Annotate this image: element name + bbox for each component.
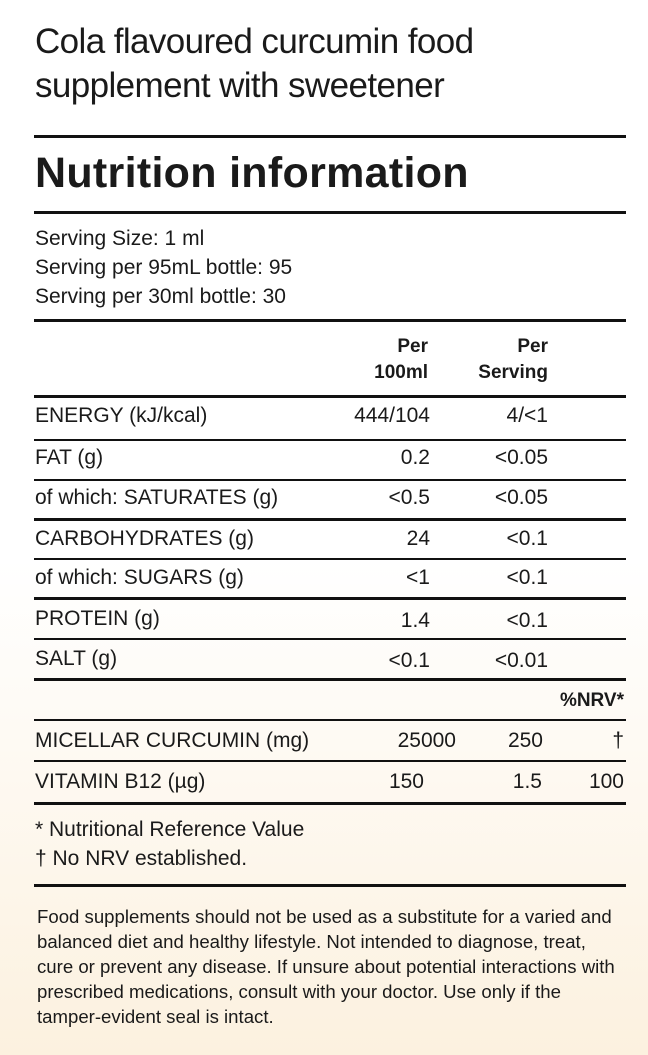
column-header-per-100ml-line-1: Per <box>397 336 428 357</box>
nutrient-serving-salt: <0.01 <box>494 649 548 672</box>
column-header-per-serving <box>478 334 548 386</box>
divider-heading <box>34 211 626 214</box>
divider-row-7 <box>34 678 626 681</box>
serving-info <box>35 224 292 311</box>
disclaimer-text: Food supplements should not be used as a substitute for a varied and balanced diet and healthy lifestyle. Not intended to diagnose, treat, cure or prevent any disease. If unsure about potential interactions with prescribed medications, consult with your doctor. Use only if the tamper-evident seal is intact. <box>37 906 615 1027</box>
active-serving-curcumin: 250 <box>507 729 543 752</box>
nutrient-per100-saturates: <0.5 <box>388 486 430 509</box>
divider-columns <box>34 395 626 398</box>
divider-serving <box>34 319 626 322</box>
nutrient-serving-saturates: <0.05 <box>494 486 548 509</box>
nutrient-serving-sugars: <0.1 <box>506 566 548 589</box>
serving-size: Serving Size: 1 ml <box>35 227 205 250</box>
divider-row-4 <box>34 558 626 560</box>
nutrient-per100-carbohydrates: 24 <box>406 527 430 550</box>
divider-row-6 <box>34 638 626 640</box>
nutrient-serving-energy: 4/<1 <box>506 404 548 427</box>
nutrient-label-carbohydrates: CARBOHYDRATES (g) <box>35 527 254 550</box>
serving-per-95ml: Serving per 95mL bottle: 95 <box>35 256 293 279</box>
nutrient-serving-carbohydrates: <0.1 <box>506 527 548 550</box>
column-header-per-100ml-line-2: 100ml <box>374 362 428 383</box>
column-header-nrv: %NRV* <box>559 690 624 711</box>
divider-row-1 <box>34 439 626 441</box>
column-header-per-serving-line-1: Per <box>517 336 548 357</box>
nutrient-label-protein: PROTEIN (g) <box>35 607 160 630</box>
nutrient-label-salt: SALT (g) <box>35 647 118 670</box>
divider-row-5 <box>34 597 626 600</box>
active-nrv-curcumin: † <box>612 729 624 752</box>
nutrient-label-saturates: of which: SATURATES (g) <box>35 486 279 509</box>
nutrient-label-fat: FAT (g) <box>35 446 104 469</box>
column-header-per-serving-line-2: Serving <box>478 362 548 383</box>
active-nrv-vitamin-b12: 100 <box>588 770 624 793</box>
nutrient-label-energy: ENERGY (kJ/kcal) <box>35 404 208 427</box>
nutrient-per100-sugars: <1 <box>406 566 430 589</box>
footnote-no-nrv: † No NRV established. <box>35 847 248 870</box>
nutrient-serving-protein: <0.1 <box>506 609 548 632</box>
divider-row-2 <box>34 479 626 481</box>
divider-active <box>34 760 626 762</box>
product-title-line-1: Cola flavoured curcumin food <box>35 22 474 61</box>
divider-actives-bottom <box>34 802 626 805</box>
nutrient-per100-fat: 0.2 <box>400 446 430 469</box>
product-title-line-2: supplement with sweetener <box>35 66 445 105</box>
serving-per-30ml: Serving per 30ml bottle: 30 <box>35 285 286 308</box>
divider-footnotes <box>34 884 626 887</box>
nutrient-serving-fat: <0.05 <box>494 446 548 469</box>
divider-top <box>34 135 626 138</box>
nutrient-per100-protein: 1.4 <box>400 609 430 632</box>
product-title <box>35 20 635 108</box>
active-label-vitamin-b12: VITAMIN B12 (µg) <box>35 770 206 793</box>
footnote-nrv: * Nutritional Reference Value <box>35 818 305 841</box>
nutrient-per100-energy: 444/104 <box>354 404 430 427</box>
active-serving-vitamin-b12: 1.5 <box>512 770 542 793</box>
column-header-per-100ml <box>374 334 428 386</box>
divider-nrv <box>34 719 626 721</box>
active-label-curcumin: MICELLAR CURCUMIN (mg) <box>35 729 310 752</box>
nutrient-label-sugars: of which: SUGARS (g) <box>35 566 244 589</box>
nutrient-per100-salt: <0.1 <box>388 649 430 672</box>
divider-row-3 <box>34 518 626 521</box>
active-per100-vitamin-b12: 150 <box>388 770 424 793</box>
active-per100-curcumin: 25000 <box>397 729 456 752</box>
nutrition-heading: Nutrition information <box>35 149 469 197</box>
